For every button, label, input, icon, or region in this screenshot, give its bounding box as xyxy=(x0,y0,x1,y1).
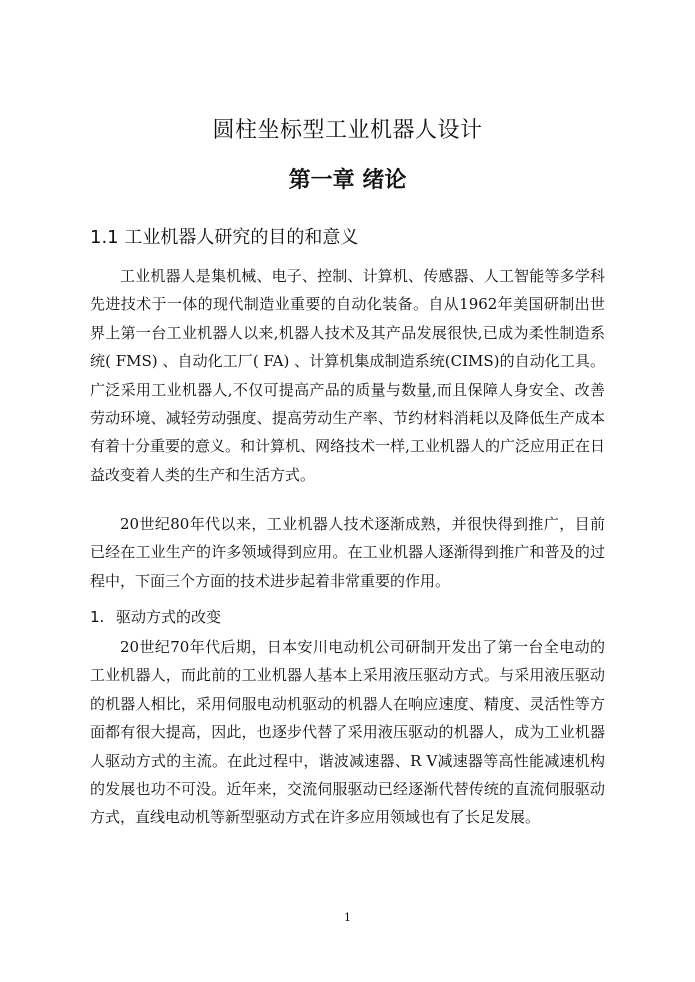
document-title: 圆柱坐标型工业机器人设计 xyxy=(212,118,483,143)
paragraph-development: 20世纪80年代以来，工业机器人技术逐渐成熟，并很快得到推广，目前已经在工业生产的许多领域得到应用。在工业机器人逐渐得到推广和普及的过程中，下面三个方面的技术进步起着非常重要的作用。 xyxy=(90,515,605,590)
subheading-text: 驱动方式的改变 xyxy=(116,608,222,626)
paragraph-drive-method: 20世纪70年代后期，日本安川电动机公司研制开发出了第一台全电动的工业机器人，而此前的工业机器人基本上采用液压驱动方式。与采用液压驱动的机器人相比，采用伺服电动机驱动的机器人在响应速度、精度、灵活性等方面都有很大提高，因此，也逐步代替了采用液压驱动的机器人，成为工业机器人驱动方式的主流。在此过程中，谐波减速器、R V减速器等高性能减速机构的发展也功不可没。近年来，交流伺服驱动已经逐渐代替传统的直流伺服驱动方式，直线电动机等新型驱动方式在许多应用领域也有了长足发展。 xyxy=(90,638,605,827)
subheading-number: 1. xyxy=(90,608,105,626)
section-heading: 1.1 工业机器人研究的目的和意义 xyxy=(90,227,359,248)
paragraph-intro: 工业机器人是集机械、电子、控制、计算机、传感器、人工智能等多学科先进技术于一体的现代制造业重要的自动化装备。自从1962年美国研制出世界上第一台工业机器人以来,机器人技术及其产品发展很快,已成为柔性制造系统( FMS) 、自动化工厂( FA) 、计算机集成制造系统(CIMS)的自动化工具。广泛采用工业机器人,不仅可提高产品的质量与数量,而且保障人身安全、改善劳动环境、减轻劳动强度、提高劳动生产率、节约材料消耗以及降低生产成本有着十分重要的意义。和计算机、网络技术一样,工业机器人的广泛应用正在日益改变着人类的生产和生活方式。 xyxy=(90,267,605,484)
subheading-drive-method xyxy=(90,604,221,630)
page-number: 1 xyxy=(344,911,351,924)
chapter-title: 第一章 绪论 xyxy=(288,168,407,193)
